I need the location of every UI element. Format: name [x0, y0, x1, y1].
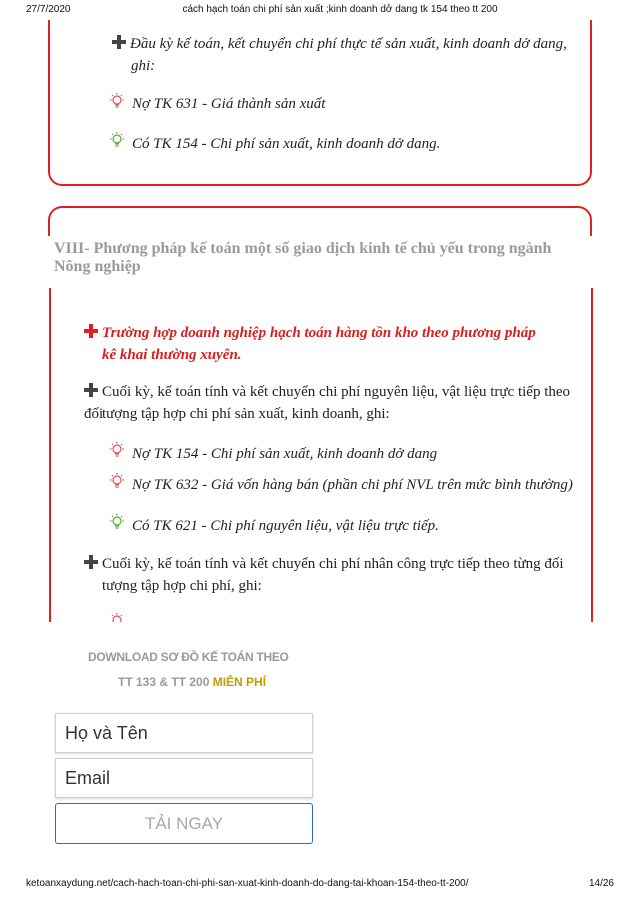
section-box [48, 206, 592, 236]
case-heading: Trường hợp doanh nghiệp hạch toán hàng tồn kho theo phương pháp [84, 322, 564, 344]
lightbulb-icon [108, 472, 126, 490]
entry-credit: Có TK 621 - Chi phí nguyên liệu, vật liệu trực tiếp. [132, 518, 439, 534]
plus-icon [84, 383, 98, 397]
download-cta-subheading: TT 133 & TT 200 MIỄN PHÍ [118, 675, 267, 689]
list-item-cont: tượng tập hợp chi phí sản xuất, kinh doanh, ghi: [102, 406, 390, 422]
lightbulb-icon [108, 441, 126, 459]
plus-icon [84, 555, 98, 569]
print-title: cách hạch toán chi phí sản xuất ;kinh doanh dở dang tk 154 theo tt 200 [182, 4, 498, 15]
name-field[interactable]: Họ và Tên [55, 713, 313, 753]
entry-debit: Nợ TK 154 - Chi phí sản xuất, kinh doanh dở dang [132, 446, 438, 462]
print-url: ketoanxaydung.net/cach-hach-toan-chi-phi-san-xuat-kinh-doanh-do-dang-tai-khoan-154-theo-tt-200/ [26, 878, 469, 889]
list-item-cont: ghi: [131, 58, 156, 74]
download-cta-heading: DOWNLOAD SƠ ĐỒ KẾ TOÁN THEO [88, 650, 289, 664]
lightbulb-icon [108, 131, 126, 149]
list-item: Cuối kỳ, kế toán tính và kết chuyển chi phí nhân công trực tiếp theo từng đối [84, 553, 584, 575]
entry-debit: Nợ TK 631 - Giá thành sản xuất [132, 96, 326, 112]
list-item: Đầu kỳ kế toán, kết chuyển chi phí thực tế sản xuất, kinh doanh dở dang, [112, 33, 582, 55]
lightbulb-icon [108, 513, 126, 531]
lightbulb-icon [108, 92, 126, 110]
list-item-cont: tượng tập hợp chi phí, ghi: [102, 578, 262, 594]
entry-credit: Có TK 154 - Chi phí sản xuất, kinh doanh dở dang. [132, 136, 441, 152]
print-date: 27/7/2020 [26, 4, 71, 15]
download-button[interactable]: TẢI NGAY [55, 803, 313, 844]
case-heading-cont: kê khai thường xuyên. [102, 347, 242, 363]
section-title: VIII- Phương pháp kế toán một số giao dịch kinh tế chủ yếu trong ngành Nông nghiệp [54, 240, 552, 275]
clipped-next-line [100, 612, 420, 622]
plus-icon [84, 324, 98, 338]
free-label: MIỄN PHÍ [212, 675, 267, 689]
page-number: 14/26 [588, 878, 614, 889]
plus-icon [112, 35, 126, 49]
entry-debit: Nợ TK 632 - Giá vốn hàng bán (phần chi phí NVL trên mức bình thường) [132, 477, 573, 493]
list-item: Cuối kỳ, kế toán tính và kết chuyển chi phí nguyên liệu, vật liệu trực tiếp theo đối [84, 384, 571, 422]
email-field[interactable]: Email [55, 758, 313, 798]
